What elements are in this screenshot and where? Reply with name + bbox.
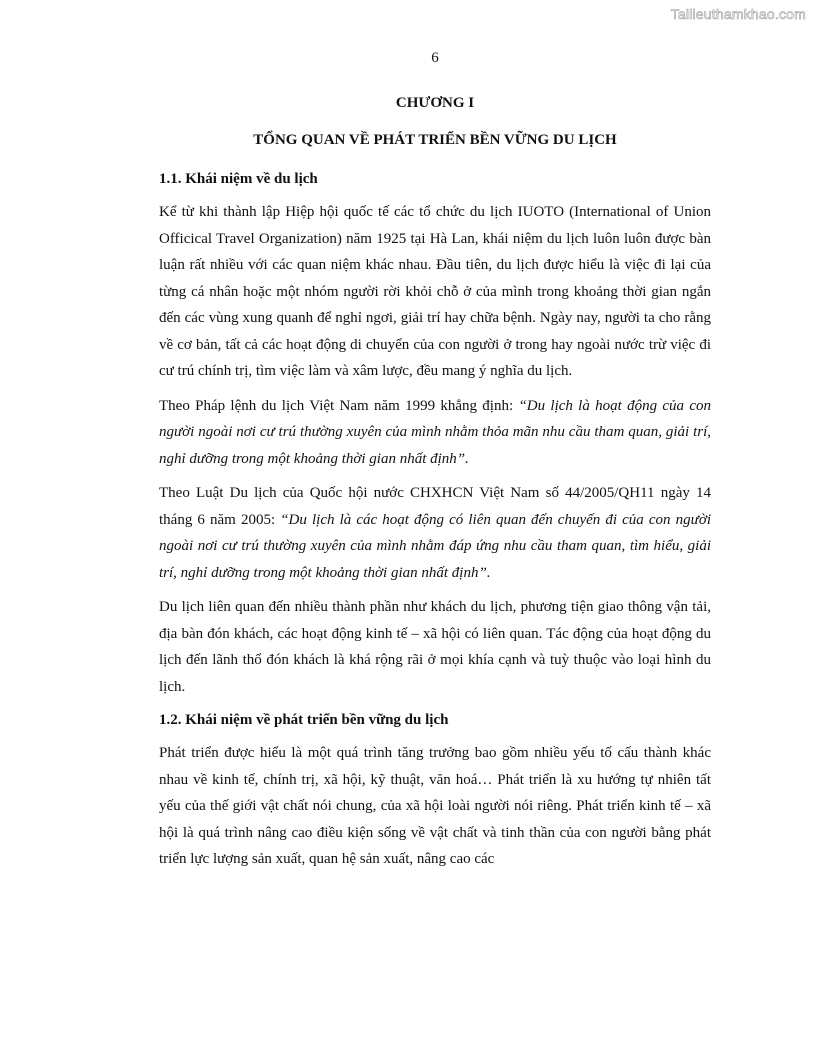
- section-heading-1-1: 1.1. Khái niệm về du lịch: [159, 171, 318, 187]
- watermark-text: Tailieuthamkhao.com: [670, 6, 806, 22]
- paragraph-lead: Theo Pháp lệnh du lịch Việt Nam năm 1999 khẳng định:: [159, 397, 519, 414]
- section-heading-1-2: 1.2. Khái niệm về phát triển bền vững du lịch: [159, 712, 449, 728]
- page-number: 6: [431, 50, 439, 66]
- quote-text: “Du lịch là hoạt động của con người ngoài nơi cư trú thường xuyên của mình nhằm thỏa mãn nhu cầu tham quan, giải trí, nghỉ dưỡng trong một khoảng thời gian nhất định”.: [159, 397, 711, 467]
- chapter-title: TỔNG QUAN VỀ PHÁT TRIỂN BỀN VỮNG DU LỊCH: [253, 132, 617, 148]
- document-page: [159, 50, 711, 881]
- paragraph: [159, 393, 711, 473]
- chapter-label: CHƯƠNG I: [395, 95, 475, 111]
- paragraph: Phát triển được hiểu là một quá trình tăng trưởng bao gồm nhiều yếu tố cấu thành khác nhau về kinh tế, chính trị, xã hội, kỹ thuật, văn hoá… Phát triển là xu hướng tự nhiên tất yếu của thế giới vật chất nói chung, của xã hội loài người nói riêng. Phát triển kinh tế – xã hội là quá trình nâng cao điều kiện sống về vật chất và tinh thần của con người bằng phát triển lực lượng sản xuất, quan hệ sản xuất, nâng cao các: [159, 745, 711, 867]
- paragraph: Du lịch liên quan đến nhiều thành phần như khách du lịch, phương tiện giao thông vận tải, địa bàn đón khách, các hoạt động kinh tế – xã hội có liên quan. Tác động của hoạt động du lịch đến lãnh thổ đón khách là khá rộng rãi ở mọi khía cạnh và tuỳ thuộc vào loại hình du lịch.: [159, 599, 711, 695]
- quote-text: “Du lịch là các hoạt động có liên quan đến chuyến đi của con người ngoài nơi cư trú thường xuyên của mình nhằm đáp ứng nhu cầu tham quan, tìm hiểu, giải trí, nghỉ dưỡng trong một khoảng thời gian nhất định”.: [159, 511, 712, 581]
- paragraph-lead: Theo Luật Du lịch của Quốc hội nước CHXHCN Việt Nam số 44/2005/QH11 ngày 14 tháng 6 năm 2005:: [159, 485, 711, 528]
- paragraph: [159, 480, 711, 586]
- paragraph: Kể từ khi thành lập Hiệp hội quốc tế các tổ chức du lịch IUOTO (International of Union Officical Travel Organization) năm 1925 tại Hà Lan, khái niệm du lịch luôn luôn được bàn luận rất nhiều với các quan niệm khác nhau. Đầu tiên, du lịch được hiểu là việc đi lại của từng cá nhân hoặc một nhóm người rời khỏi chỗ ở của mình trong khoảng thời gian ngắn đến các vùng xung quanh để nghỉ ngơi, giải trí hay chữa bệnh. Ngày nay, người ta cho rằng về cơ bản, tất cả các hoạt động di chuyển của con người ở trong hay ngoài nước trừ việc đi cư trú chính trị, tìm việc làm và xâm lược, đều mang ý nghĩa du lịch.: [159, 204, 711, 379]
